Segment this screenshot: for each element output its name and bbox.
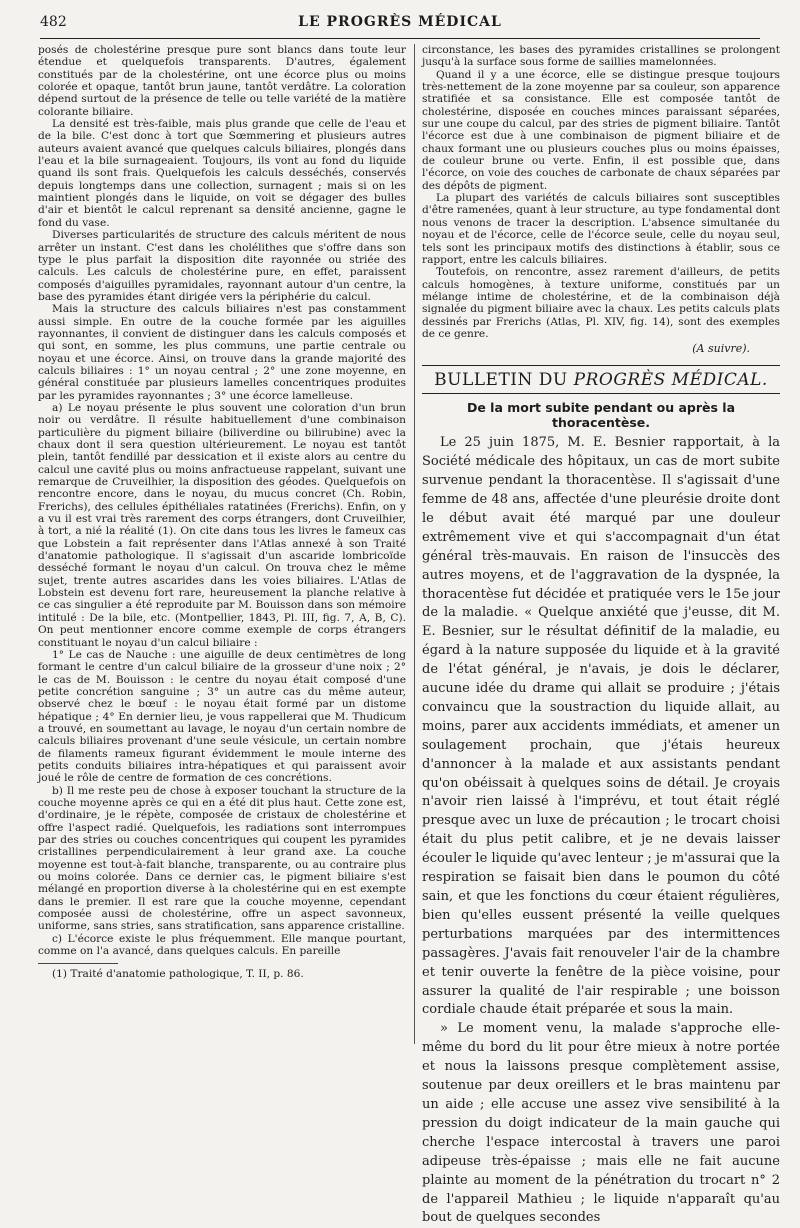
article-body <box>422 434 780 1228</box>
bulletin-heading <box>422 365 780 394</box>
article-title: De la mort subite pendant ou après la thoracentèse. <box>466 400 736 431</box>
paragraph: Mais la structure des calculs biliaires n'est pas constamment aussi simple. En outre de la couche formée par les aiguilles rayonnantes, il convient de distinguer dans les calculs composés et qui sont, en somme, les plus communs, une partie centrale ou noyau et une écorce. Ainsi, on trouve dans la grande majorité des calculs biliaires : 1° un noyau central ; 2° une zone moyenne, en général constituée par plusieurs lamelles concentriques produites par les pyramides rayonnantes ; 3° une écorce lamelleuse. <box>38 303 406 402</box>
page-number: 482 <box>40 14 67 30</box>
paragraph: La densité est très-faible, mais plus grande que celle de l'eau et de la bile. C'est donc à tort que Sœmmering et plusieurs autres auteurs avaient avancé que quelques calculs biliaires, plongés dans l'eau et la bile surnageaient. Toujours, ils vont au fond du liquide quand ils sont frais. Quelquefois les calculs desséchés, conservés depuis longtemps dans une collection, surnagent ; mais si on les maintient plongés dans le liquide, on voit se dégager des bulles d'air et bientôt le calcul reprenant sa densité ancienne, gagne le fond du vase. <box>38 118 406 229</box>
footnote: (1) Traité d'anatomie pathologique, T. II, p. 86. <box>52 968 304 981</box>
left-column <box>38 44 406 981</box>
paragraph: Quand il y a une écorce, elle se distingue presque toujours très-nettement de la zone moyenne par sa couleur, son apparence stratifiée et sa consistance. Elle est composée tantôt de cholestérine, disposée en couches minces paraissant séparées, sur une coupe du calcul, par des stries de pigment biliaire. Tantôt l'écorce est due à une combinaison de pigment biliaire et de chaux formant une ou plusieurs couches plus ou moins épaisses, de couleur brune ou verte. Enfin, il est possible que, dans l'écorce, on voie des couches de carbonate de chaux séparées par des dépôts de pigment. <box>422 68 780 192</box>
footnote-rule <box>38 963 118 964</box>
bulletin-title-plain: BULLETIN DU <box>434 370 568 391</box>
paragraph: La plupart des variétés de calculs biliaires sont susceptibles d'être ramenées, quant à leur structure, au type fondamental dont nous venons de tracer la description. L'absence simultanée du noyau et de l'écorce, celle de l'écorce seule, celle du noyau seul, tels sont les principaux motifs des distinctions à établir, sous ce rapport, entre les calculs biliaires. <box>422 192 780 266</box>
paragraph: a) Le noyau présente le plus souvent une coloration d'un brun noir ou verdâtre. Il résulte habituellement d'une combinaison particulière du pigment biliaire (biliverdine ou bilirubine) avec la chaux dont il sera question ultérieurement. Le noyau est tantôt plein, tantôt fendillé par dessication et il existe alors au centre du calcul une cavité plus ou moins anfractueuse rappelant, suivant une remarque de Cruveilhier, la disposition des géodes. Quelquefois on rencontre encore, dans le noyau, du mucus concret (Ch. Robin, Frerichs), des cellules épithéliales ratatinées (Frerichs). Enfin, on y a vu il est vrai très rarement des corps étrangers, dont Cruveilhier, à tort, a nié la réalité (1). On cite dans tous les livres le fameux cas que Lobstein a fait représenter dans l'Atlas annexé à son Traité d'anatomie pathologique. Il s'agissait d'un ascaride lombricoïde desséché formant le noyau d'un calcul. On trouva chez le même sujet, trente autres ascarides dans les voies biliaires. L'Atlas de Lobstein est devenu fort rare, heureusement la planche relative à ce cas singulier a été reproduite par M. Bouisson dans son mémoire intitulé : De la bile, etc. (Montpellier, 1843, Pl. III, fig. 7, A, B, C). On peut mentionner encore comme exemple de corps étrangers constituant le noyau d'un calcul biliaire : <box>38 401 406 649</box>
paragraph: Le 25 juin 1875, M. E. Besnier rapportait, à la Société médicale des hôpitaux, un cas de mort subite survenue pendant la thoracentèse. Il s'agissait d'une femme de 48 ans, affectée d'une pleurésie droite dont le début avait été marqué par une douleur extrêmement vive et qui s'accompagnait d'un état général très-mauvais. En raison de l'insuccès des autres moyens, et de l'aggravation de la dyspnée, la thoracentèse fut décidée et pratiquée vers le 15e jour de la maladie. « Quelque anxiété que j'eusse, dit M. E. Besnier, sur le résultat définitif de la maladie, eu égard à la nature supposée du liquide et à la gravité de l'état général, je n'avais, je dois le déclarer, aucune idée du drame qui allait se produire ; j'étais convaincu que la soustraction du liquide allait, au moins, parer aux accidents immédiats, et amener un soulagement prochain, que j'étais heureux d'annoncer à la malade et aux assistants pendant qu'on obéissait à quelques soins de détail. Je croyais n'avoir rien laissé à l'imprévu, et tout était réglé presque avec un luxe de précaution ; le trocart choisi était du plus petit calibre, et je ne devais laisser écouler le liquide qu'avec lenteur ; je m'assurai que la respiration se faisait bien dans le poumon du côté sain, et que les fonctions du cœur étaient régulières, bien qu'elles eussent présenté la veille quelques perturbations marquées par des intermittences passagères. J'avais fait renouveler l'air de la chambre et tenir ouverte la fenêtre de la pièce voisine, pour assurer la qualité de l'air respirable ; une boisson cordiale chaude était préparée et sous la main. <box>422 435 780 1018</box>
paragraph: Diverses particularités de structure des calculs méritent de nous arrêter un instant. C'est dans les cholélithes que s'offre dans son type le plus parfait la disposition dite rayonnée ou striée des calculs. Les calculs de cholestérine pure, en effet, paraissent composés d'aiguilles pyramidales, rayonnant autour d'un centre, la base des pyramides étant dirigée vers la périphérie du calcul. <box>38 229 406 303</box>
article-continuation <box>422 44 780 340</box>
paragraph: » Le moment venu, la malade s'approche elle-même du bord du lit pour être mieux à notre portée et nous la laissons presque complètement assise, soutenue par deux oreillers et le bras maintenu par un aide ; elle accuse une assez vive sensibilité à la pression du doigt indicateur de la main gauche qui cherche l'espace intercostal à travers une paroi adipeuse très-épaisse ; mais elle ne fait aucune plainte au moment de la pénétration du trocart n° 2 de l'appareil Mathieu ; le liquide n'apparaît qu'au bout de quelques secondes <box>422 1021 780 1226</box>
column-divider <box>414 44 415 1044</box>
to-follow-note <box>422 342 780 355</box>
paragraph: c) L'écorce existe le plus fréquemment. Elle manque pourtant, comme on l'a avancé, dans quelques calculs. En pareille <box>38 932 406 958</box>
bulletin-title-italic: PROGRÈS MÉDICAL. <box>573 370 768 391</box>
journal-title: LE PROGRÈS MÉDICAL <box>298 14 502 30</box>
paragraph: circonstance, les bases des pyramides cristallines se prolongent jusqu'à la surface sous forme de saillies mamelonnées. <box>422 44 780 69</box>
header-rule <box>40 38 760 39</box>
to-follow-text: (A suivre). <box>692 342 750 356</box>
paragraph: 1° Le cas de Nauche : une aiguille de deux centimètres de long formant le centre d'un calcul biliaire de la grosseur d'une noix ; 2° le cas de M. Bouisson : le centre du noyau était composé d'une petite concrétion sanguine ; 3° un autre cas du même auteur, observé chez le bœuf : le noyau était formé par un distome hépatique ; 4° En dernier lieu, je vous rappellerai que M. Thudicum a trouvé, en soumettant au lavage, le noyau d'un certain nombre de calculs biliaires provenant d'une seule vésicule, un certain nombre de filaments rameux figurant évidemment le moule interne des petits conduits biliaires intra-hépatiques et qui paraissent avoir joué le rôle de centre de formation de ces concrétions. <box>38 648 406 785</box>
paragraph: posés de cholestérine presque pure sont blancs dans toute leur étendue et quelquefois transparents. D'autres, également constitués par de la cholestérine, ont une écorce plus ou moins colorée et opaque, tantôt brun jaune, tantôt verdâtre. La coloration dépend surtout de la présence de telle ou telle variété de la matière colorante biliaire. <box>38 44 406 118</box>
page-header <box>40 14 760 36</box>
paragraph: b) Il me reste peu de chose à exposer touchant la structure de la couche moyenne après ce qui en a été dit plus haut. Cette zone est, d'ordinaire, je le répète, composée de cristaux de cholestérine et offre l'aspect radié. Quelquefois, les radiations sont interrompues par des stries ou couches concentriques qui coupent les pyramides cristallines perpendiculairement à leur grand axe. La couche moyenne est tout-à-fait blanche, transparente, ou au contraire plus ou moins colorée. Dans ce dernier cas, le pigment biliaire s'est mélangé en proportion diverse à la cholestérine qui en est exempte dans le premier. Il est rare que la couche moyenne, cependant composée aussi de cholestérine, offre un aspect savonneux, uniforme, sans stries, sans stratification, sans apparence cristalline. <box>38 784 406 933</box>
paragraph: Toutefois, on rencontre, assez rarement d'ailleurs, de petits calculs homogènes, à texture uniforme, constitués par un mélange intime de cholestérine, et de la combinaison déjà signalée du pigment biliaire avec la chaux. Les petits calculs plats dessinés par Frerichs (Atlas, Pl. XIV, fig. 14), sont des exemples de ce genre. <box>422 266 780 340</box>
right-column <box>422 44 780 1228</box>
